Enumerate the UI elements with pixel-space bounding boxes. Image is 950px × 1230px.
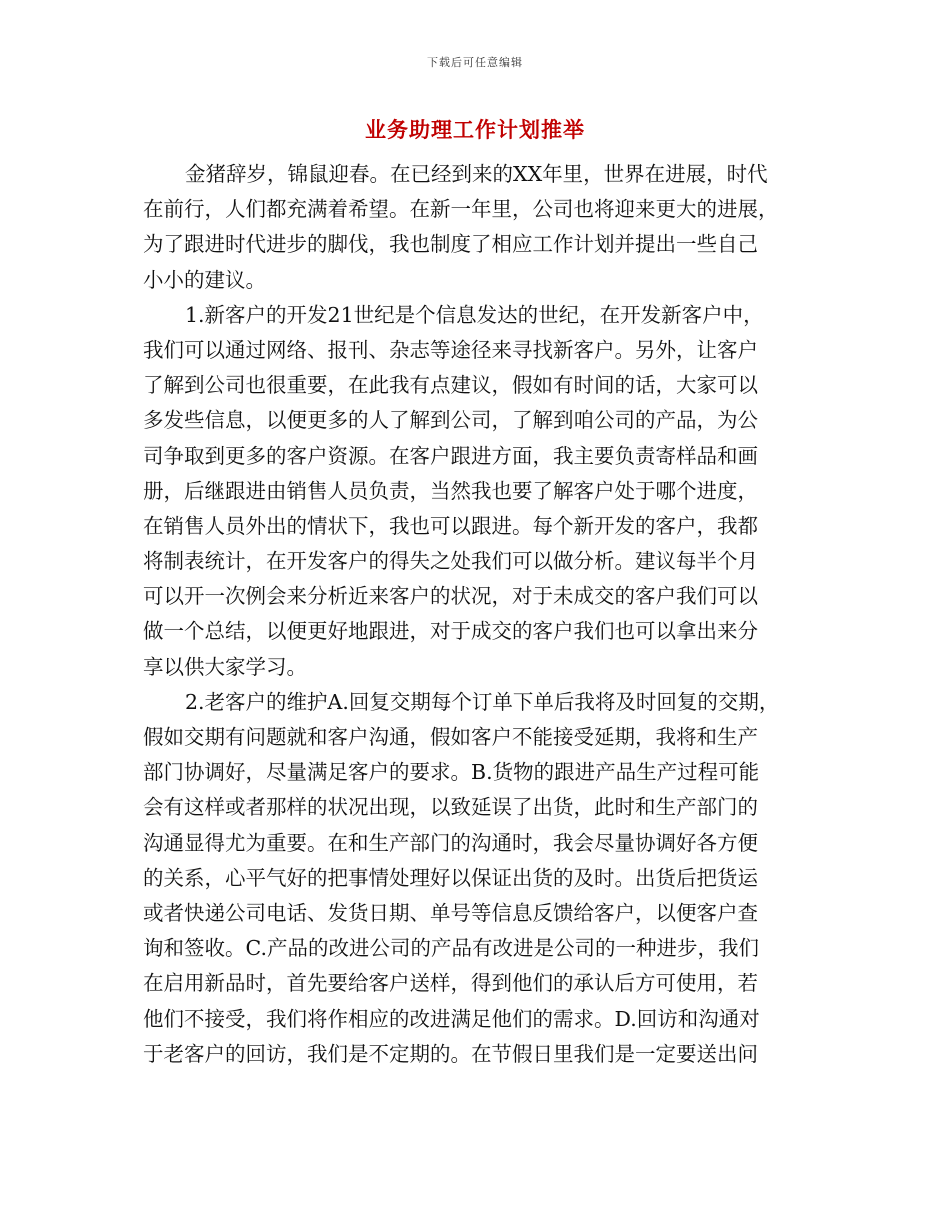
text-line: 将制表统计，在开发客户的得失之处我们可以做分析。建议每半个月 <box>143 549 758 574</box>
text-line: 1.新客户的开发21世纪是个信息发达的世纪，在开发新客户中， <box>185 302 764 327</box>
text-line: 小小的建议。 <box>143 267 266 292</box>
text-line: 他们不接受，我们将作相应的改进满足他们的需求。D.回访和沟通对 <box>143 1006 760 1031</box>
header-note: 下载后可任意编辑 <box>427 56 523 69</box>
text-line: 册，后继跟进由销售人员负责，当然我也要了解客户处于哪个进度， <box>143 478 758 503</box>
text-line: 的关系，心平气好的把事情处理好以保证出货的及时。出货后把货运 <box>143 865 758 890</box>
document-body <box>143 157 815 1072</box>
text-line: 可以开一次例会来分析近来客户的状况，对于未成交的客户我们可以 <box>143 584 758 609</box>
text-line: 在销售人员外出的情状下，我也可以跟进。每个新开发的客户，我都 <box>143 513 758 538</box>
text-line: 沟通显得尤为重要。在和生产部门的沟通时，我会尽量协调好各方便 <box>143 830 758 855</box>
text-line: 于老客户的回访，我们是不定期的。在节假日里我们是一定要送出问 <box>143 1041 758 1066</box>
text-line: 在前行，人们都充满着希望。在新一年里，公司也将迎来更大的进展， <box>143 197 779 222</box>
text-line: 会有这样或者那样的状况出现，以致延误了出货，此时和生产部门的 <box>143 795 758 820</box>
text-line: 2.老客户的维护A.回复交期每个订单下单后我将及时回复的交期， <box>185 689 780 714</box>
document-title: 业务助理工作计划推举 <box>365 117 585 142</box>
text-line: 部门协调好，尽量满足客户的要求。B.货物的跟进产品生产过程可能 <box>143 760 760 785</box>
text-line: 假如交期有问题就和客户沟通，假如客户不能接受延期，我将和生产 <box>143 725 758 749</box>
text-line: 司争取到更多的客户资源。在客户跟进方面，我主要负责寄样品和画 <box>143 443 758 468</box>
text-line: 在启用新品时，首先要给客户送样，得到他们的承认后方可使用，若 <box>143 971 758 996</box>
text-line: 享以供大家学习。 <box>143 654 307 679</box>
text-line: 为了跟进时代进步的脚伐，我也制度了相应工作计划并提出一些自己 <box>143 232 758 257</box>
text-line: 金猪辞岁，锦鼠迎春。在已经到来的XX年里，世界在进展，时代 <box>185 162 768 186</box>
text-line: 询和签收。C.产品的改进公司的产品有改进是公司的一种进步，我们 <box>143 936 759 961</box>
paragraph-intro <box>143 157 815 298</box>
text-line: 我们可以通过网络、报刊、杂志等途径来寻找新客户。另外，让客户 <box>143 337 758 362</box>
paragraph-old-customers <box>143 685 815 1072</box>
text-line: 或者快递公司电话、发货日期、单号等信息反馈给客户，以便客户查 <box>143 900 758 925</box>
paragraph-new-customers <box>143 298 815 685</box>
text-line: 了解到公司也很重要，在此我有点建议，假如有时间的话，大家可以 <box>143 373 758 398</box>
text-line: 多发些信息，以便更多的人了解到公司，了解到咱公司的产品，为公 <box>143 408 758 433</box>
text-line: 做一个总结，以便更好地跟进，对于成交的客户我们也可以拿出来分 <box>143 619 758 644</box>
